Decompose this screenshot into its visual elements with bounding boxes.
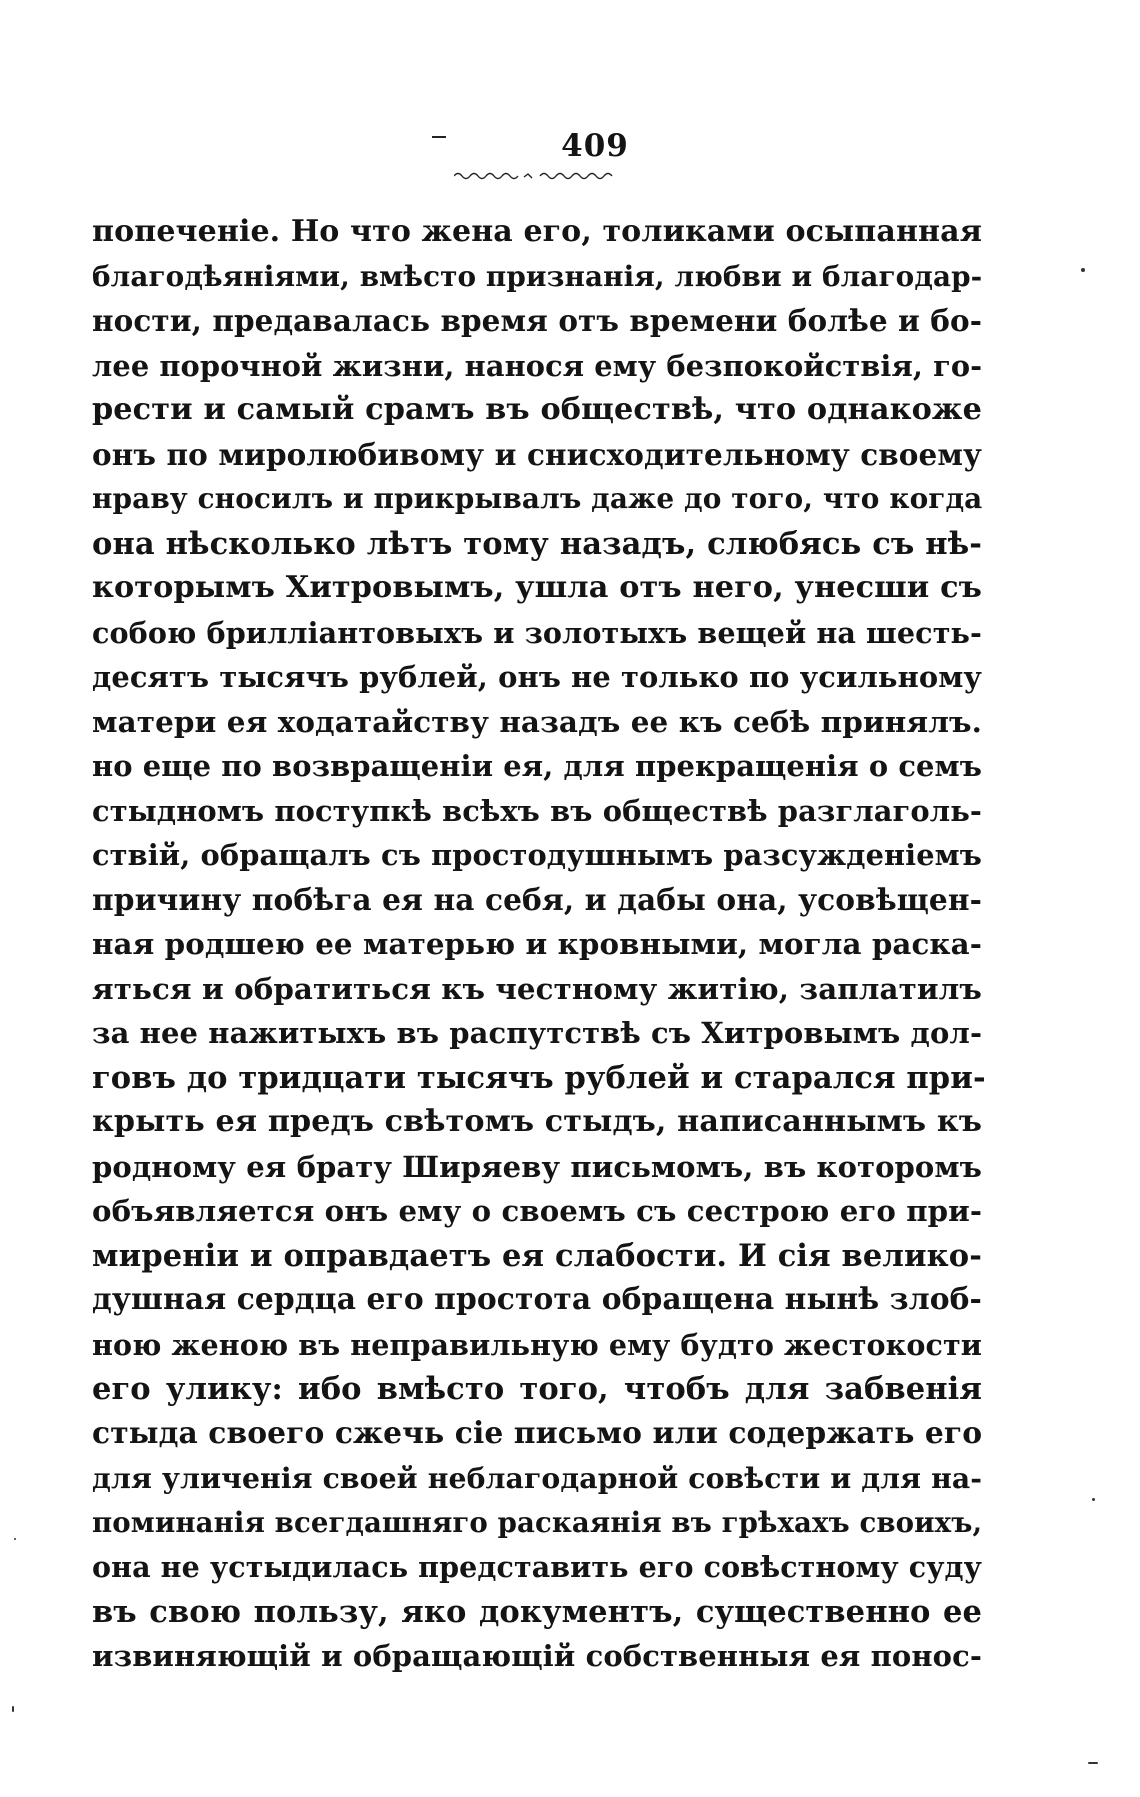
text-line: она не устыдилась представить его совѣстному суду: [92, 1550, 982, 1584]
text-line: ности, предавалась время отъ времени болѣе и бо-: [92, 303, 983, 338]
text-line: крыть ея предъ свѣтомъ стыдъ, написаннымъ къ: [92, 1104, 982, 1139]
text-line: попеченіе. Но что жена его, толиками осыпанная: [92, 214, 982, 249]
text-line: душная сердца его простота обращена нынѣ злоб-: [92, 1282, 982, 1317]
text-line: миреніи и оправдаетъ ея слабости. И сія велико-: [92, 1237, 982, 1274]
page-number: 409: [561, 128, 629, 164]
text-line: собою бриллiантовыхъ и золотыхъ вещей на шесть-: [92, 615, 982, 650]
scan-speck: [1081, 268, 1085, 272]
text-line: ствій, обращалъ съ простодушнымъ разсужденіемъ: [92, 838, 982, 872]
text-line: стыда своего сжечь сіе письмо или содержать его: [92, 1415, 983, 1451]
text-line: ною женою въ неправильную ему будто жестокости: [92, 1327, 983, 1362]
text-line: десятъ тысячъ рублей, онъ не только по усильному: [92, 660, 982, 694]
text-line: въ свою пользу, яко документъ, существенно ее: [92, 1593, 982, 1630]
scan-speck: [1088, 1762, 1098, 1764]
scan-speck: [14, 1538, 16, 1540]
scan-speck: [1092, 1498, 1095, 1501]
wavy-rule-ornament: [454, 170, 614, 182]
text-line: она нѣсколько лѣтъ тому назадъ, слюбясь съ нѣ-: [92, 525, 982, 562]
text-line: нраву сносилъ и прикрывалъ даже до того, что когда: [92, 482, 983, 515]
text-line: причину побѣга ея на себя, и дабы она, усовѣщен-: [92, 881, 982, 917]
text-line: онъ по миролюбивому и снисходительному своему: [92, 436, 982, 472]
scan-speck: [12, 1706, 14, 1712]
text-line: за нее нажитыхъ въ распутствѣ съ Хитровымъ дол-: [92, 1016, 983, 1050]
text-line: яться и обратиться къ честному житію, заплатилъ: [92, 970, 982, 1006]
text-line: лее порочной жизни, нанося ему безпокойствія, го-: [92, 348, 983, 383]
header-dash: [432, 136, 446, 138]
text-line: извиняющій и обращающій собственныя ея понос-: [92, 1639, 982, 1673]
text-line: родному ея брату Ширяеву письмомъ, въ которомъ: [92, 1149, 982, 1184]
text-line: матери ея ходатайству назадъ ее къ себѣ принялъ.: [92, 703, 982, 739]
text-line: которымъ Хитровымъ, ушла отъ него, унесши съ: [92, 570, 982, 605]
text-line: объявляется онъ ему о своемъ съ сестрою его при-: [92, 1194, 983, 1228]
text-line: рести и самый срамъ въ обществѣ, что однакоже: [92, 392, 982, 427]
text-line: его улику: ибо вмѣсто того, чтобъ для забвенія: [92, 1371, 982, 1407]
text-line: но еще по возвращеніи ея, для прекращенія о семъ: [92, 749, 982, 783]
text-line: поминанія всегдашняго раскаянія въ грѣхахъ своихъ,: [92, 1505, 983, 1539]
text-line: ная родшею ее матерью и кровными, могла раска-: [92, 926, 982, 961]
text-line: для уличенія своей неблагодарной совѣсти и для на-: [92, 1461, 983, 1495]
body-text: [92, 210, 986, 1679]
text-line: говъ до тридцати тысячъ рублей и старался при-: [92, 1059, 986, 1096]
text-line: благодѣяніями, вмѣсто признанія, любви и благодар-: [92, 259, 983, 293]
page-header: [0, 128, 1140, 164]
text-line: стыдномъ поступкѣ всѣхъ въ обществѣ разглаголь-: [92, 793, 982, 828]
